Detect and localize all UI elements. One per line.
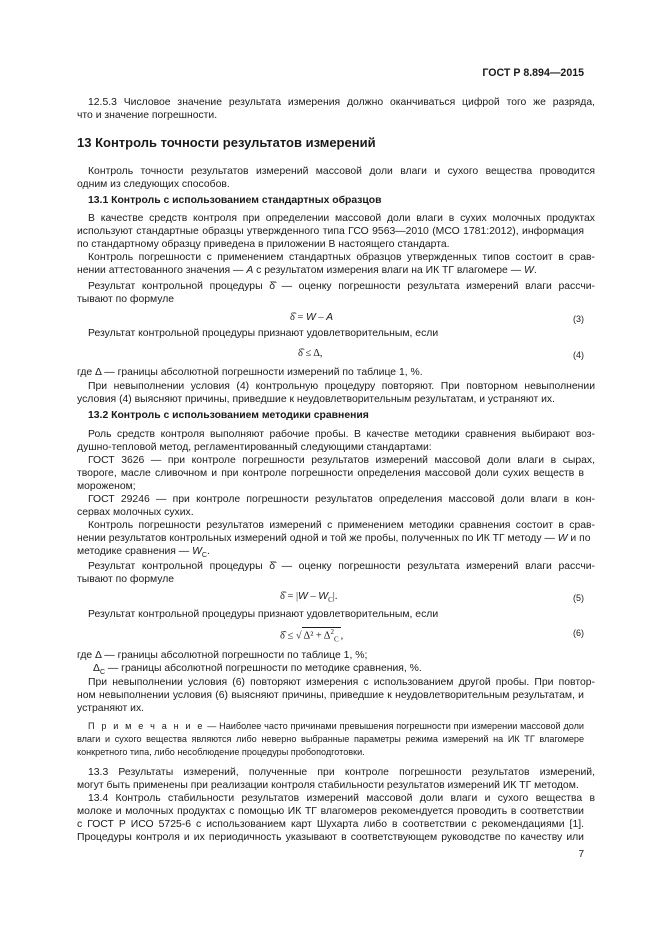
s132-p1-line2: душно-тепловой метод, регламентированный следующими стандартами: xyxy=(77,442,432,453)
s132-p7-line2: ном невыполнении условия (6) выясняют причины, приведшие к неудовлетворительным результатам, и xyxy=(77,690,584,701)
s132-p6: Результат контрольной процедуры признают удовлетворительным, если xyxy=(88,609,439,620)
s131-p4: Результат контрольной процедуры признают удовлетворительным, если xyxy=(88,328,439,339)
equation-number-5: (5) xyxy=(573,593,584,603)
s131-p3-line2: тывают по формуле xyxy=(77,294,175,305)
formula-5: δ̂ = $|W - W_C|$. xyxy=(280,591,338,605)
note-line1: П р и м е ч а н и е — Наиболее часто причинами превышения погрешности при измерении массовой доли xyxy=(88,721,584,731)
s131-p1-line2: используют стандартные образцы утвержденного типа ГСО 9563—2010 (МСО 1781:2012), информация xyxy=(77,226,584,237)
s131-p1-line3: по стандартному образцу приведена в приложении В настоящего стандарта. xyxy=(77,239,450,250)
s132-p4-line2: нении результатов контрольных измерений одной и той же пробы, полученных по ИК ТГ методу — W и по xyxy=(77,533,591,544)
s132-p3-line1: ГОСТ 29246 — при контроле погрешности результатов определения массовой доли влаги в кон- xyxy=(88,494,595,505)
equation-number-3: (3) xyxy=(573,314,584,324)
equation-number-4: (4) xyxy=(573,350,584,360)
s131-p1-line1: В качестве средств контроля при определении массовой доли влаги в сухих молочных продуктах xyxy=(88,213,595,224)
s132-where-line2: $\Delta_C$ — границы абсолютной погрешности по методике сравнения, %. xyxy=(93,663,422,677)
s132-p3-line2: сервах молочных сухих. xyxy=(77,507,194,518)
s131-p2-line2: нении аттестованного значения — A с результатом измерения влаги на ИК ТГ влагомере — W. xyxy=(77,265,537,276)
note-line3: конкретного типа, либо несоблюдение процедуры пробоподготовки. xyxy=(77,747,365,757)
standard-header: ГОСТ Р 8.894—2015 xyxy=(482,67,584,79)
section-13-intro-line1: Контроль точности результатов измерений массовой доли влаги и сухого вещества проводится xyxy=(88,166,595,177)
s132-p5-line2: тывают по формуле xyxy=(77,574,175,585)
formula-4: δ̂ ≤ Δ, xyxy=(298,348,323,359)
para-13-4-line3: с ГОСТ Р ИСО 5725-6 с использованием карт Шухарта либо в соответствии с рекомендациями [1]. xyxy=(77,819,584,830)
s131-where: где Δ — границы абсолютной погрешности измерений по таблице 1, %. xyxy=(77,367,423,378)
section-13-2-title: 13.2 Контроль с использованием методики сравнения xyxy=(88,410,369,421)
s132-p4-line1: Контроль погрешности результатов измерений с применением методики сравнения состоит в срав- xyxy=(88,520,595,531)
page-number: 7 xyxy=(578,849,584,860)
s131-p3-line1: Результат контрольной процедуры δ̂ — оценку погрешности результата измерений влаги рассчи- xyxy=(88,281,596,292)
formula-6: δ̂ ≤ √ $\Delta^2 + \Delta^2_C$ , xyxy=(280,628,344,644)
para-13-4-line2: молоке и молочных продуктах с помощью ИК ТГ влагомеров рекомендуется проводить в соответствии xyxy=(77,806,584,817)
s131-p2-line1: Контроль погрешности с применением стандартных образцов утвержденных типов состоит в срав- xyxy=(88,252,595,263)
s132-p2-line3: мороженом; xyxy=(77,481,136,492)
formula-3: δ̂ = W – A xyxy=(290,312,334,323)
section-13-intro-line2: одним из следующих способов. xyxy=(77,179,230,190)
s131-p5-line1: При невыполнении условия (4) контрольную процедуру повторяют. При повторном невыполнении xyxy=(88,381,595,392)
para-12-5-3-line2: что и значение погрешности. xyxy=(77,110,218,121)
s132-p4-line3: методике сравнения — $W_C$. xyxy=(77,546,210,560)
section-13-title: 13 Контроль точности результатов измерений xyxy=(77,135,376,150)
s132-p5-line1: Результат контрольной процедуры δ̂ — оценку погрешности результата измерений влаги рассчи- xyxy=(88,561,596,572)
s131-p5-line2: условия (4) выясняют причины, приведшие к неудовлетворительным результатам, и устраняют их. xyxy=(77,394,555,405)
s132-p7-line3: устраняют их. xyxy=(77,703,145,714)
para-12-5-3-line1: 12.5.3 Числовое значение результата измерения должно оканчиваться цифрой того же разряда, xyxy=(88,97,595,108)
s132-p2-line1: ГОСТ 3626 — при контроле погрешности результатов измерений массовой доли влаги в сырах, xyxy=(88,455,595,466)
s132-p1-line1: Роль средств контроля выполняют рабочие пробы. В качестве методики сравнения выбирают воз- xyxy=(88,429,595,440)
equation-number-6: (6) xyxy=(573,628,584,638)
s132-p7-line1: При невыполнении условия (6) повторяют измерения с использованием другой пробы. При повтор- xyxy=(88,677,595,688)
delta-hat-symbol: δ̂ xyxy=(269,281,275,292)
para-13-4-line1: 13.4 Контроль стабильности результатов измерений массовой доли влаги и сухого вещества в xyxy=(88,793,595,804)
note-line2: влаги и сухого вещества являются либо неверно выбранные параметры режима измерений на ИК ТГ влагомере xyxy=(77,734,584,744)
section-13-1-title: 13.1 Контроль с использованием стандартных образцов xyxy=(88,195,382,206)
s132-where-line1: где Δ — границы абсолютной погрешности по таблице 1, %; xyxy=(77,650,368,661)
para-13-3-line1: 13.3 Результаты измерений, полученные при контроле погрешности результатов измерений, xyxy=(88,767,595,778)
para-13-4-line4: Процедуры контроля и их периодичность указывают в соответствующем руководстве по качеству или xyxy=(77,832,584,843)
para-13-3-line2: могут быть применены при реализации контроля стабильности результатов измерений ИК ТГ методом. xyxy=(77,780,579,791)
sqrt-symbol-icon: √ xyxy=(295,630,302,642)
s132-p2-line2: твороге, масле сливочном и при контроле погрешности определения массовой доли сухих веществ в xyxy=(77,468,584,479)
